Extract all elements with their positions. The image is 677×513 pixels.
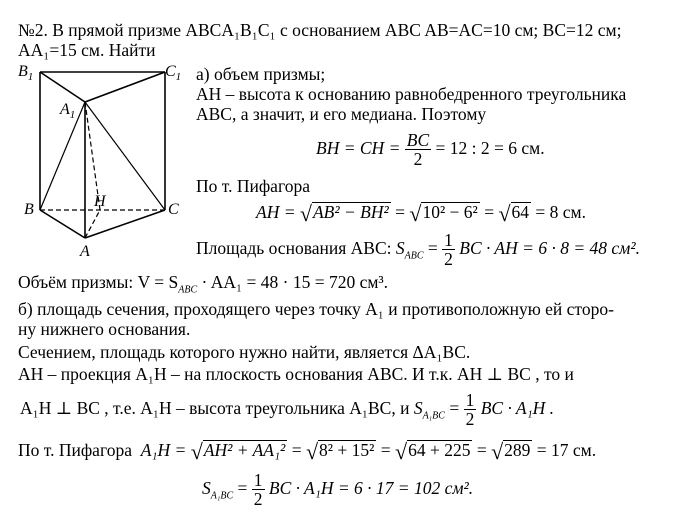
- part-b-text-5: A₁H ⊥ BC , т.е. A₁H – высота треугольника A₁BC, и $S_{A_1BC}$ = $\frac{1}{2}$ BC · A₁H .: [20, 390, 555, 430]
- prism-figure: [0, 60, 190, 260]
- formula-bh: BH = CH = $\frac{BC}{2}$ = 12 : 2 = 6 см.: [316, 130, 545, 170]
- edge-ca: [85, 210, 165, 238]
- part-a-heading: а) объем призмы;: [196, 64, 326, 84]
- segment-a1b: [40, 102, 85, 210]
- formula-a1h: По т. Пифагора A₁H = √AH² + AA₁² = √8² + 15² = √64 + 225 = √289 = 17 см.: [18, 439, 597, 464]
- problem-line-1: №2. В прямой призме ABCA₁B₁C₁ с основанием ABC AB=AC=10 см; BC=12 см;: [18, 20, 622, 40]
- part-b-text-4: AH – проекция A₁H – на плоскость основания ABC. И т.к. AH ⊥ BC , то и: [18, 364, 574, 384]
- label-c1: $C_1$: [165, 63, 182, 83]
- label-b1: $B_1$: [18, 63, 34, 83]
- label-b: B: [24, 201, 34, 218]
- formula-area: Площадь основания ABC: $S_{ABC}$ = $\frac{1}{2}$ BC · AH = 6 · 8 = 48 см².: [196, 230, 640, 270]
- edge-ba: [40, 210, 85, 238]
- formula-final-area: $S_{A_1BC}$ = $\frac{1}{2}$ BC · A₁H = 6 · 17 = 102 см².: [202, 470, 474, 510]
- formula-ah: AH = √AB² − BH² = √10² − 6² = √64 = 8 см.: [256, 201, 586, 226]
- label-a: A: [80, 243, 90, 260]
- label-h: H: [94, 193, 106, 210]
- edge-c1a1: [85, 72, 165, 102]
- edge-b1a1: [40, 72, 85, 102]
- pythagoras-title-a: По т. Пифагора: [196, 176, 310, 196]
- fraction-bc-2: $\frac{BC}{2}$: [406, 130, 430, 170]
- part-b-text-3: Сечением, площадь которого нужно найти, является ΔA₁BC.: [18, 342, 471, 362]
- part-b-text-1: б) площадь сечения, проходящего через точку A₁ и противоположную ей сторо-: [18, 299, 614, 319]
- label-c: C: [168, 201, 179, 218]
- part-a-text-2: ABC, а значит, и его медиана. Поэтому: [196, 104, 487, 124]
- problem-line-2: AA₁=15 см. Найти: [18, 40, 156, 60]
- label-a1: $A_1$: [60, 101, 76, 121]
- part-b-text-2: ну нижнего основания.: [18, 319, 191, 339]
- volume-line: Объём призмы: $V = S_{ABC} \cdot AA_1 = 48 \cdot 15 = 720$ см³.: [18, 272, 389, 296]
- part-a-text-1: AH – высота к основанию равнобедренного треугольника: [196, 84, 627, 104]
